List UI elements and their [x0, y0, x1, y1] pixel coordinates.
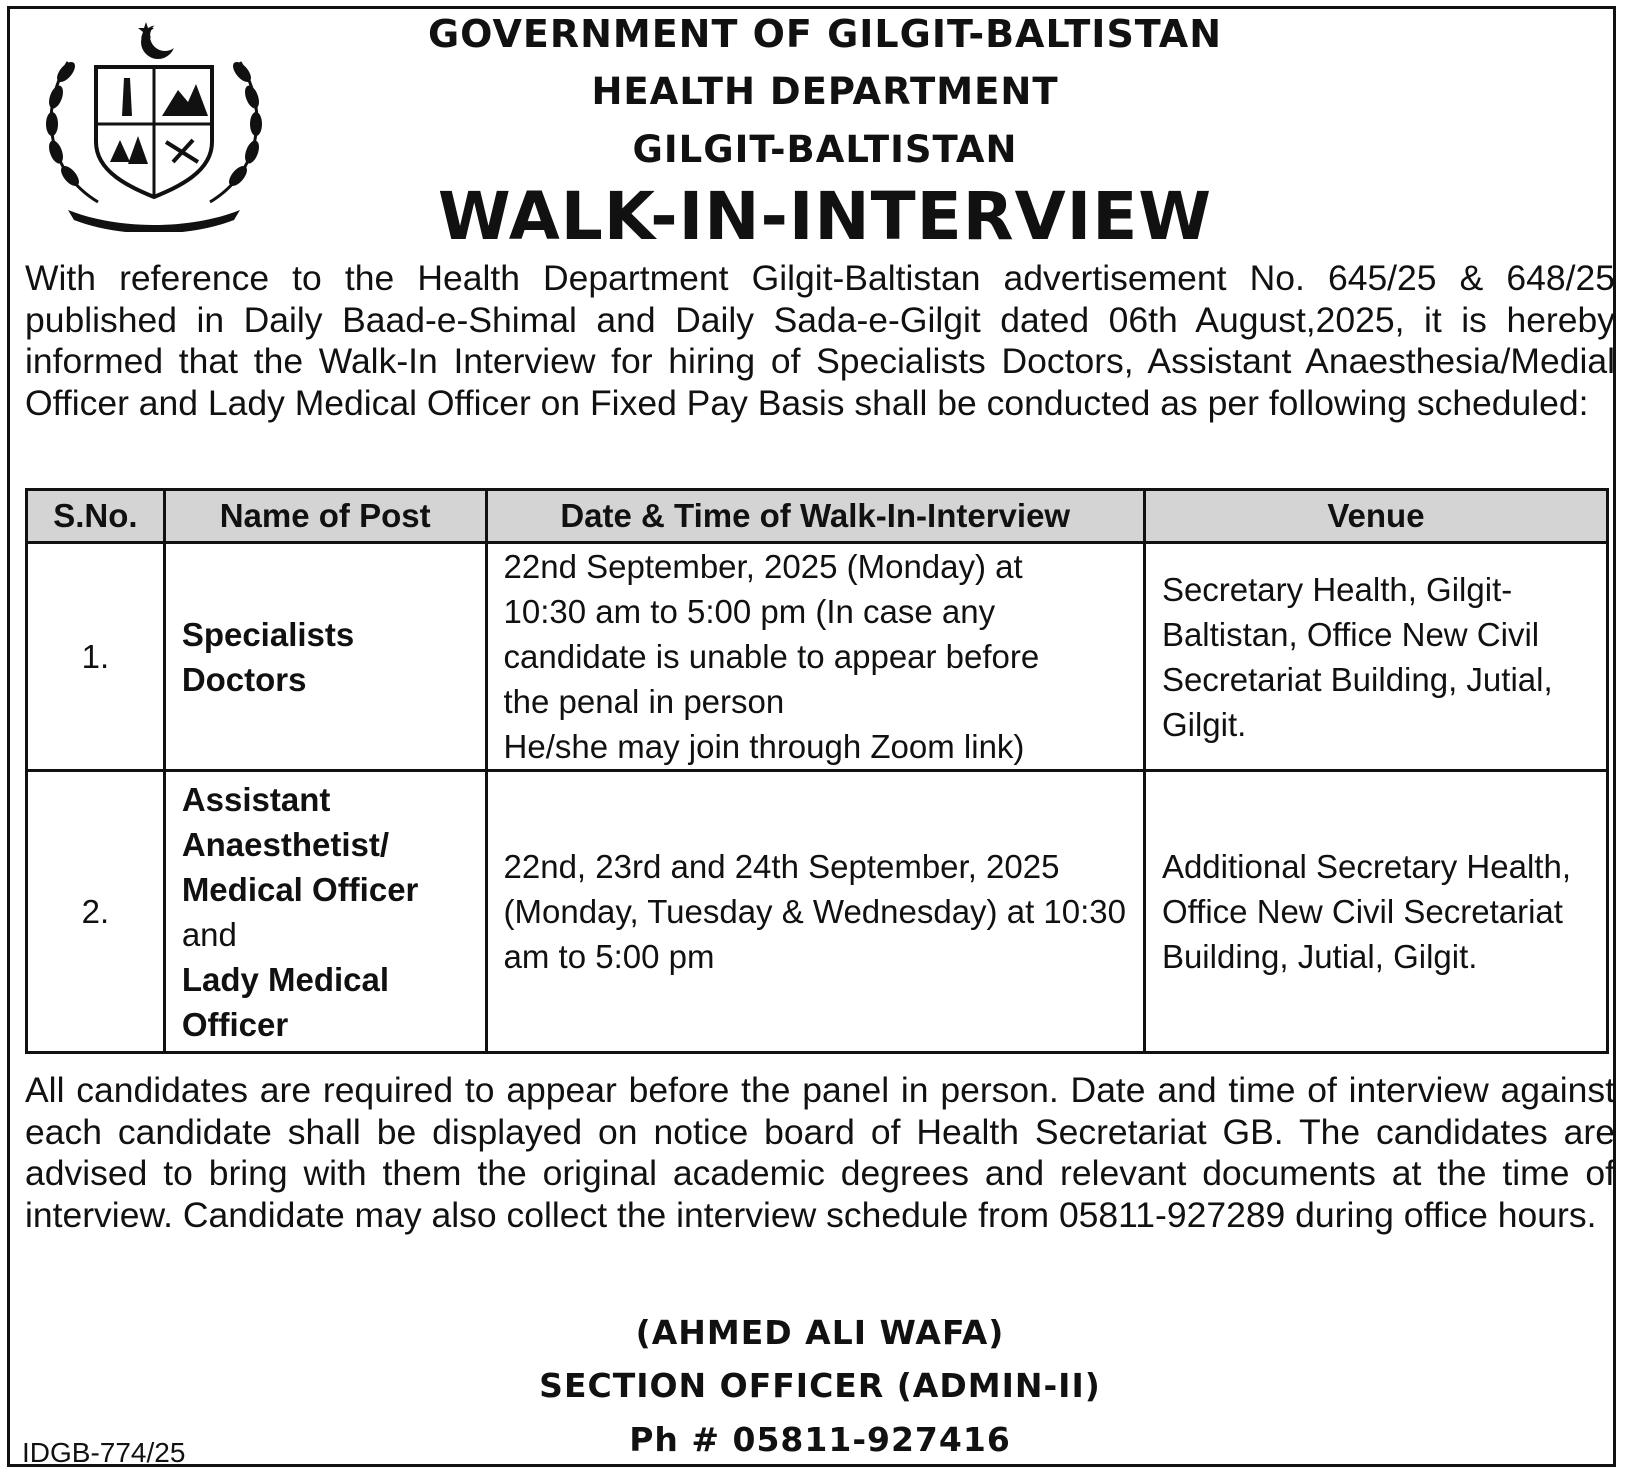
schedule-line: candidate is unable to appear before: [503, 638, 1040, 675]
row-sno: 2.: [27, 771, 165, 1053]
table-row: [27, 543, 1608, 771]
government-emblem-icon: [28, 12, 280, 232]
schedule-line: He/she may join through Zoom link): [503, 728, 1025, 765]
signatory-name: (AHMED ALI WAFA): [635, 1313, 1005, 1352]
row-sno: 1.: [27, 543, 165, 771]
schedule-line: 10:30 am to 5:00 pm (In case any: [503, 593, 996, 630]
row-schedule: 22nd, 23rd and 24th September, 2025 (Monday, Tuesday & Wednesday) at 10:30 am to 5:00 pm: [486, 771, 1144, 1053]
column-header-venue: Venue: [1144, 490, 1607, 543]
post-name-secondary: Lady Medical Officer: [181, 960, 390, 1043]
column-header-datetime: Date & Time of Walk-In-Interview: [486, 490, 1144, 543]
column-header-sno: S.No.: [27, 490, 165, 543]
row-venue: Secretary Health, Gilgit-Baltistan, Office New Civil Secretariat Building, Jutial, Gilgit.: [1144, 543, 1607, 771]
post-conjunction: and: [181, 915, 237, 953]
signatory-phone: Ph # 05811-927416: [629, 1420, 1011, 1459]
government-title: GOVERNMENT OF GILGIT-BALTISTAN: [427, 12, 1222, 56]
row-post: Specialists Doctors: [164, 543, 486, 771]
column-header-post: Name of Post: [164, 490, 486, 543]
table-header-row: [27, 490, 1608, 543]
row-schedule: [486, 543, 1144, 771]
table-row: [27, 771, 1608, 1053]
interview-schedule-table: [25, 488, 1609, 1054]
schedule-line: 22nd September, 2025 (Monday) at: [503, 548, 1023, 585]
department-title: HEALTH DEPARTMENT: [591, 70, 1059, 113]
intro-paragraph: With reference to the Health Department Gilgit-Baltistan advertisement No. 645/25 & 648/25 published in Daily Baad-e-Shimal and Daily Sada-e-Gilgit dated 06th August,2025, it is hereby informed that the Walk-In Interview for hiring of Specialists Doctors, Assistant Anaesthesia/Medial Officer and Lady Medical Officer on Fixed Pay Basis shall be conducted as per following scheduled:: [25, 258, 1615, 423]
signatory-designation: SECTION OFFICER (ADMIN-II): [539, 1366, 1101, 1405]
schedule-line: the penal in person: [503, 683, 785, 720]
row-venue: Additional Secretary Health, Office New Civil Secretariat Building, Jutial, Gilgit.: [1144, 771, 1607, 1053]
post-name-primary: Assistant Anaesthetist/ Medical Officer: [181, 780, 419, 908]
region-title: GILGIT-BALTISTAN: [632, 128, 1018, 171]
closing-paragraph: All candidates are required to appear before the panel in person. Date and time of interview against each candidate shall be displayed on notice board of Health Secretariat GB. The candidates are advised to bring with them the original academic degrees and relevant documents at the time of interview. Candidate may also collect the interview schedule from 05811-927289 during office hours.: [25, 1070, 1615, 1235]
advertisement-reference: IDGB-774/25: [22, 1437, 186, 1468]
row-post: [164, 771, 486, 1053]
page-title: WALK-IN-INTERVIEW: [437, 178, 1213, 255]
